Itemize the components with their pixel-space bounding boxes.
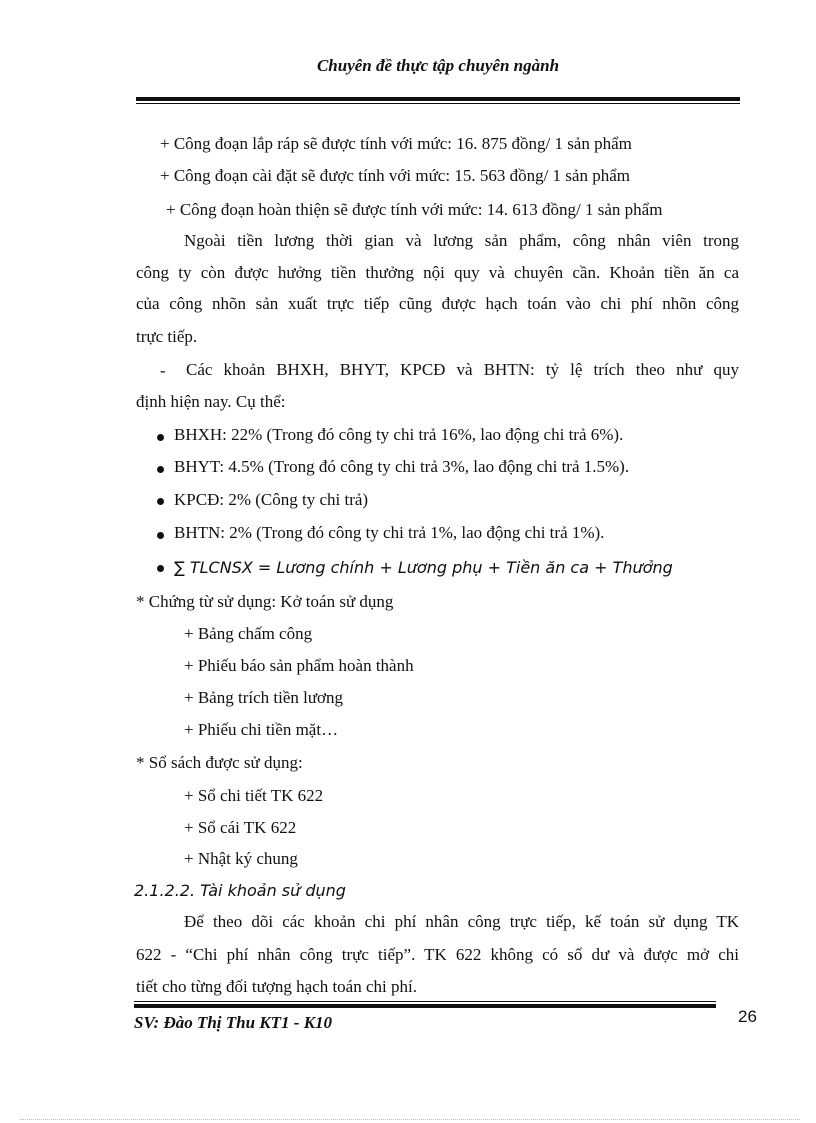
- cost-line-assembly: + Công đoạn lắp ráp sẽ được tính với mức: 16. 875 đồng/ 1 sản phẩm: [160, 134, 632, 153]
- voucher-item: + Bảng trích tiền lương: [184, 688, 344, 707]
- bullet-dot: [157, 498, 164, 505]
- page-number: 26: [738, 1007, 757, 1026]
- page-edge-dotted: [20, 1119, 800, 1120]
- paragraph-line: 622 - “Chi phí nhân công trực tiếp”. TK 622 không có số dư và được mở chi: [136, 945, 739, 964]
- salary-formula: ∑ TLCNSX = Lương chính + Lương phụ + Tiền ăn ca + Thưởng: [174, 558, 673, 577]
- vouchers-title: * Chứng từ sử dụng: Kở toán sử dụng: [136, 592, 394, 611]
- voucher-item: + Phiếu báo sản phẩm hoàn thành: [184, 656, 414, 675]
- voucher-item: + Bảng chấm công: [184, 624, 313, 643]
- paragraph-line: công ty còn được hưởng tiền thưởng nội quy và chuyên cần. Khoản tiền ăn ca: [136, 263, 739, 282]
- paragraph-line: trực tiếp.: [136, 327, 198, 346]
- cost-line-finish: + Công đoạn hoàn thiện sẽ được tính với mức: 14. 613 đồng/ 1 sản phẩm: [166, 200, 663, 219]
- bullet-item-bhyt: BHYT: 4.5% (Trong đó công ty chi trả 3%, lao động chi trả 1.5%).: [174, 457, 630, 476]
- book-item: + Sổ cái TK 622: [184, 818, 297, 837]
- cost-line-install: + Công đoạn cài đặt sẽ được tính với mức: 15. 563 đồng/ 1 sản phẩm: [160, 166, 630, 185]
- paragraph-line: Ngoài tiền lương thời gian và lương sản phẩm, công nhân viên trong: [184, 231, 739, 250]
- paragraph-line: Các khoản BHXH, BHYT, KPCĐ và BHTN: tỷ lệ trích theo như quy: [186, 360, 739, 379]
- paragraph-line: định hiện nay. Cụ thể:: [136, 392, 286, 411]
- paragraph-line: tiết cho từng đối tượng hạch toán chi phí.: [136, 977, 417, 996]
- books-title: * Sổ sách được sử dụng:: [136, 753, 303, 772]
- header-rule-thick: [136, 97, 740, 101]
- header-title: Chuyên đề thực tập chuyên ngành: [316, 56, 560, 75]
- header-rule-thin: [136, 103, 740, 104]
- bullet-item-bhtn: BHTN: 2% (Trong đó công ty chi trả 1%, lao động chi trả 1%).: [174, 523, 605, 542]
- voucher-item: + Phiếu chi tiền mặt…: [184, 720, 339, 739]
- book-item: + Sổ chi tiết TK 622: [184, 786, 324, 805]
- bullet-dot: [157, 466, 164, 473]
- section-heading: 2.1.2.2. Tài khoản sử dụng: [134, 881, 346, 900]
- bullet-dot: [157, 532, 164, 539]
- paragraph-line: của công nhõn sản xuất trực tiếp cũng được hạch toán vào chi phí nhõn công: [136, 294, 739, 313]
- book-item: + Nhật ký chung: [184, 849, 298, 868]
- footer-rule-thick: [134, 1004, 716, 1008]
- bullet-item-bhxh: BHXH: 22% (Trong đó công ty chi trả 16%, lao động chi trả 6%).: [174, 425, 624, 444]
- dash-marker: -: [160, 361, 166, 380]
- bullet-dot: [157, 434, 164, 441]
- footer-author: SV: Đào Thị Thu KT1 - K10: [134, 1013, 333, 1032]
- bullet-item-kpcd: KPCĐ: 2% (Công ty chi trả): [174, 490, 369, 509]
- footer-rule-thin: [134, 1001, 716, 1002]
- paragraph-line: Để theo dõi các khoản chi phí nhân công trực tiếp, kế toán sử dụng TK: [184, 912, 739, 931]
- bullet-dot: [157, 565, 164, 572]
